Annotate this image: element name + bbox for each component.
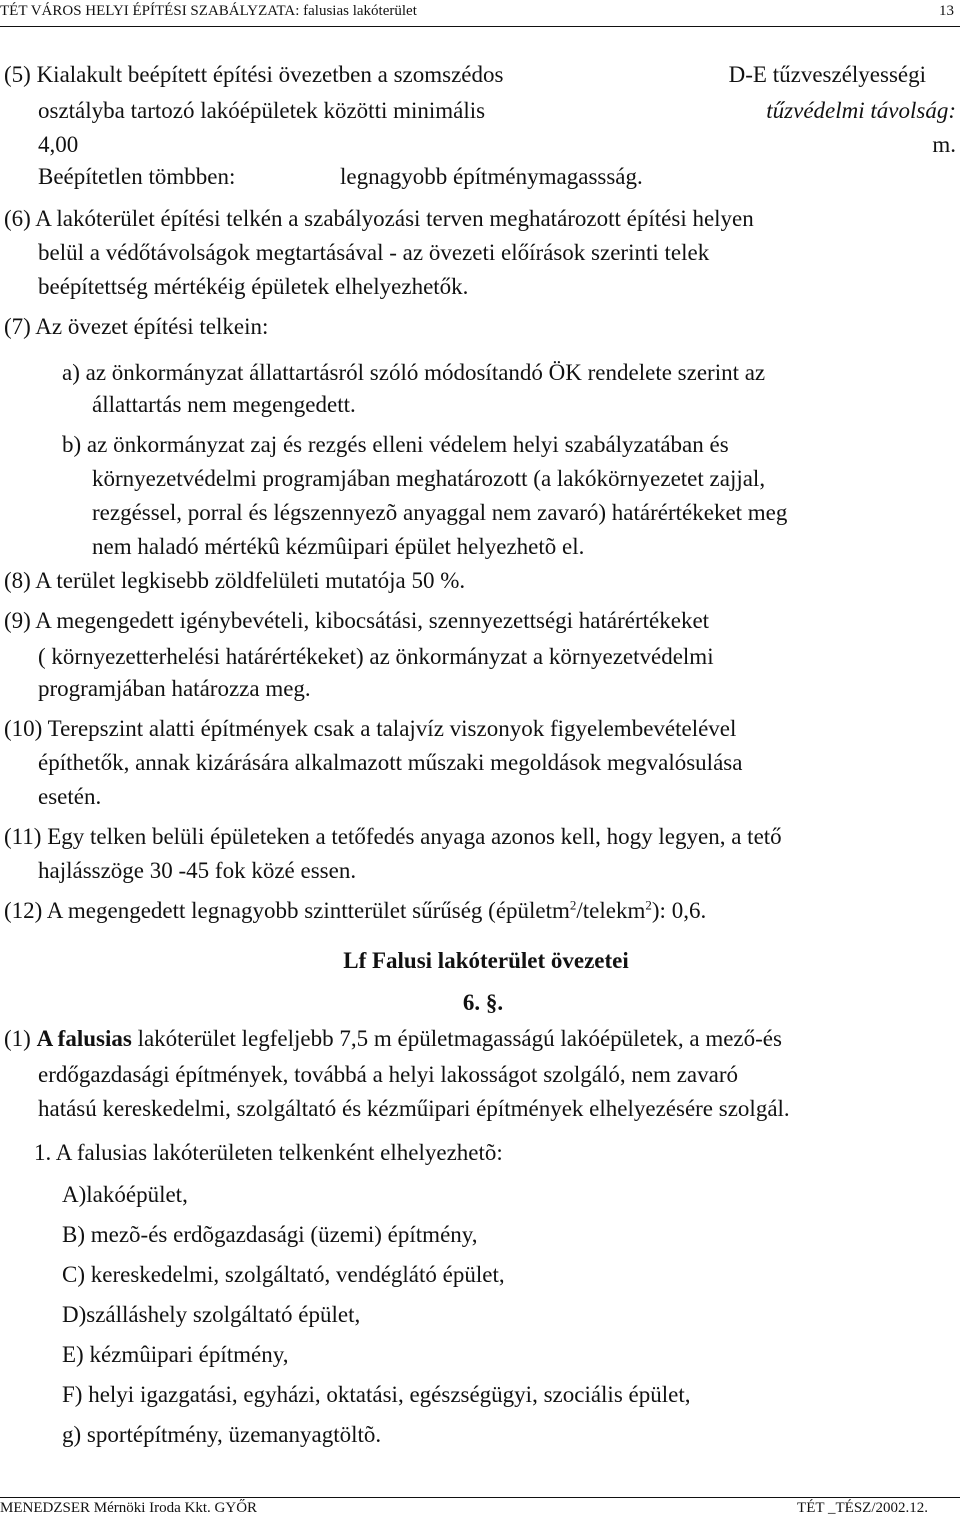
paragraph-11-line-1: (11) Egy telken belüli épületeken a tetőfedés anyaga azonos kell, hogy legyen, a tető — [4, 824, 782, 849]
paragraph-6-line-2: belül a védőtávolságok megtartásával - az övezeti előírások szerinti telek — [38, 240, 710, 265]
list-item: g) sportépítmény, üzemanyagtöltõ. — [62, 1422, 382, 1447]
list-item: B) mezõ-és erdõgazdasági (üzemi) építmény, — [62, 1222, 478, 1247]
section-paragraph-1-line-3: hatású kereskedelmi, szolgáltató és kézműipari építmények elhelyezésére szolgál. — [38, 1096, 790, 1121]
paragraph-9-line-2: ( környezetterhelési határértékeket) az önkormányzat a környezetvédelmi — [38, 644, 714, 669]
paragraph-5-line-4: Beépítetlen tömbben: — [38, 164, 236, 189]
section-number: 6. §. — [462, 990, 504, 1015]
paragraph-9-line-3: programjában határozza meg. — [38, 676, 311, 701]
paragraph-10-line-3: esetén. — [38, 784, 102, 809]
paragraph-10-line-1: (10) Terepszint alatti építmények csak a talajvíz viszonyok figyelembevételével — [4, 716, 737, 741]
paragraph-7-item-a-line-1: a) az önkormányzat állattartásról szóló módosítandó ÖK rendelete szerint az — [62, 360, 766, 385]
paragraph-12: (12) A megengedett legnagyobb szintterület sűrűség (épületm$^2$/telekm$^2$): 0,6. — [4, 897, 707, 923]
section-paragraph-1-line-2: erdőgazdasági építmények, továbbá a helyi lakosságot szolgáló, nem zavaró — [38, 1062, 738, 1087]
paragraph-7-line-1: (7) Az övezet építési telkein: — [4, 314, 269, 339]
paragraph-7-item-b-line-2: környezetvédelmi programjában meghatározott (a lakókörnyezetet zajjal, — [92, 466, 766, 491]
footer-right: TÉT _TÉSZ/2002.12. — [797, 1500, 928, 1516]
paragraph-5-line-3: 4,00 m. — [38, 132, 956, 157]
paragraph-6-line-3: beépítettség mértékéig épületek elhelyezhetők. — [38, 274, 469, 299]
paragraph-5-line-1: (5) Kialakult beépített építési övezetben a szomszédos D-E tűzveszélyességi — [4, 62, 926, 87]
list-item: C) kereskedelmi, szolgáltató, vendéglátó épület, — [62, 1262, 505, 1287]
footer-left: MENEDZSER Mérnöki Iroda Kkt. GYŐR — [0, 1500, 258, 1516]
section-paragraph-1-line-1: (1) A falusias lakóterület legfeljebb 7,5 m épületmagasságú lakóépületek, a mező-és — [4, 1026, 782, 1051]
paragraph-8: (8) A terület legkisebb zöldfelületi mutatója 50 %. — [4, 568, 466, 593]
paragraph-7-item-a-line-2: állattartás nem megengedett. — [92, 392, 356, 417]
paragraph-7-item-b-line-1: b) az önkormányzat zaj és rezgés elleni védelem helyi szabályzatában és — [62, 432, 729, 457]
list-item: E) kézmûipari építmény, — [62, 1342, 289, 1367]
paragraph-5-line-4-right: legnagyobb építménymagassság. — [340, 164, 643, 189]
section-title: Lf Falusi lakóterület övezetei — [343, 948, 629, 973]
header-rule — [0, 26, 960, 27]
paragraph-7-item-b-line-3: rezgéssel, porral és légszennyezõ anyaggal nem zavaró) határértékeket meg — [92, 500, 788, 525]
paragraph-5-line-2: osztályba tartozó lakóépületek közötti minimális tűzvédelmi távolság: — [38, 98, 956, 123]
paragraph-10-line-2: építhetők, annak kizárására alkalmazott műszaki megoldások megvalósulása — [38, 750, 743, 775]
running-header-title: TÉT VÁROS HELYI ÉPÍTÉSI SZABÁLYZATA: falusias lakóterület — [0, 3, 417, 19]
paragraph-9-line-1: (9) A megengedett igénybevételi, kibocsátási, szennyezettségi határértékeket — [4, 608, 710, 633]
paragraph-7-item-b-line-4: nem haladó mértékû kézmûipari épület helyezhetõ el. — [92, 534, 585, 559]
list-item: F) helyi igazgatási, egyházi, oktatási, egészségügyi, szociális épület, — [62, 1382, 691, 1407]
list-intro: 1. A falusias lakóterületen telkenként elhelyezhetõ: — [34, 1140, 503, 1165]
page-number: 13 — [939, 3, 954, 19]
list-item: D)szálláshely szolgáltató épület, — [62, 1302, 361, 1327]
footer-rule — [0, 1497, 960, 1498]
list-item: A)lakóépület, — [62, 1182, 188, 1207]
paragraph-6-line-1: (6) A lakóterület építési telkén a szabályozási terven meghatározott építési helyen — [4, 206, 754, 231]
paragraph-11-line-2: hajlásszöge 30 -45 fok közé essen. — [38, 858, 357, 883]
